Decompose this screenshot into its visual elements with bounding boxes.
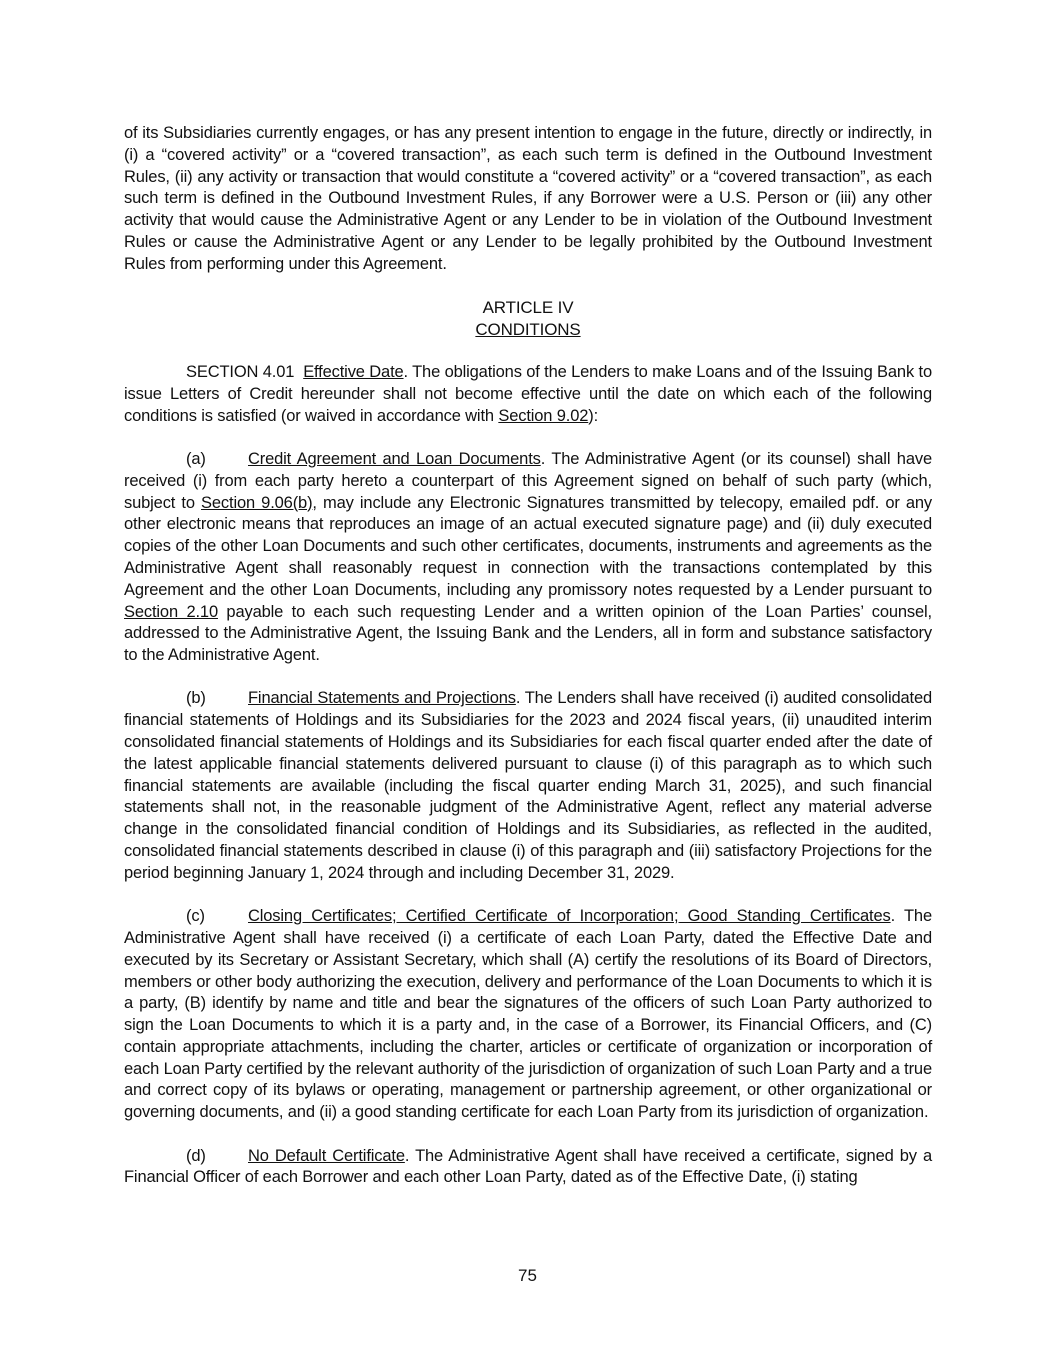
clause-a-text-2: , may include any Electronic Signatures transmitted by telecopy, emailed pdf. or any other electronic means that reproduces an image of an actual executed signature page) and (ii) duly executed copies of the other Loan Documents and such other certificates, documents, instruments and agreements as the Administrative Agent shall reasonably request in connection with the transactions contemplated by this Agreement and the other Loan Documents, including any promissory notes requested by a Lender pursuant to <box>124 493 933 599</box>
section-label: SECTION 4.01 <box>186 363 295 382</box>
article-number: ARTICLE IV <box>482 298 574 318</box>
clause-b-letter: (b) <box>186 689 206 708</box>
clause-b-text: . The Lenders shall have received (i) audited consolidated financial statements of Holdings and its Subsidiaries for the 2023 and 2024 fiscal years, (ii) unaudited interim consolidated financial statements of Holdings and its Subsidiaries for each fiscal quarter ended after the date of the latest applicable financial statements delivered pursuant to clause (i) of this paragraph as to which such financial statements are available (including the fiscal quarter ending March 31, 2025), and such financial statements shall not, in the reasonable judgment of the Administrative Agent, reflect any material adverse change in the consolidated financial condition of Holdings and its Subsidiaries, as reflected in the audited, consolidated financial statements described in clause (i) of this paragraph and (iii) satisfactory Projections for the period beginning January 1, 2024 through and including December 31, 2029. <box>124 689 932 882</box>
clause-c-text: . The Administrative Agent shall have received (i) a certificate of each Loan Party, dated the Effective Date and executed by its Secretary or Assistant Secretary, which shall (A) certify the resolutions of its Board of Directors, members or other body authorizing the execution, delivery and performance of the Loan Documents to which it is a party, (B) identify by name and title and bear the signatures of the officers of such Loan Party authorized to sign the Loan Documents to which it is a party and, in the case of a Borrower, its Financial Officers, and (C) contain appropriate attachments, including the charter, articles or certificate of organization or incorporation of each Loan Party certified by the relevant authority of the jurisdiction of organization of such Loan Party and a true and correct copy of its bylaws or operating, management or partnership agreement, or other organizational or governing documents, and (ii) a good standing certificate for each Loan Party from its jurisdiction of organization. <box>124 907 932 1122</box>
clause-a-ref-1: Section 9.06(b) <box>201 493 313 512</box>
clause-a-ref-2: Section 2.10 <box>124 602 218 621</box>
article-heading <box>124 297 932 341</box>
clause-b-title: Financial Statements and Projections <box>248 689 516 708</box>
clause-c-paragraph <box>124 906 932 1124</box>
clause-a-paragraph <box>124 449 932 667</box>
clause-c-letter: (c) <box>186 907 205 926</box>
clause-d-title: No Default Certificate <box>248 1146 405 1165</box>
clause-a-title: Credit Agreement and Loan Documents <box>248 449 541 468</box>
clause-a-text-3: payable to each such requesting Lender and a written opinion of the Loan Parties’ counsel, addressed to the Administrative Agent, the Issuing Bank and the Lenders, all in form and substance satisfactory to the Administrative Agent. <box>124 602 932 665</box>
clause-d-paragraph <box>124 1146 932 1190</box>
article-title: CONDITIONS <box>475 320 581 340</box>
page-number: 75 <box>518 1266 537 1285</box>
clause-d-text: . The Administrative Agent shall have received a certificate, signed by a Financial Officer of each Borrower and each other Loan Party, dated as of the Effective Date, (i) stating <box>124 1146 932 1187</box>
section-text-2: ): <box>588 406 599 425</box>
section-text-1: . The obligations of the Lenders to make Loans and of the Issuing Bank to issue Letters of Credit hereunder shall not become effective until the date on which each of the following conditions is satisfied (or waived in accordance with <box>124 363 932 425</box>
clause-b-paragraph <box>124 688 932 884</box>
section-title: Effective Date <box>303 363 404 382</box>
intro-paragraph: of its Subsidiaries currently engages, or has any present intention to engage in the future, directly or indirectly, in (i) a “covered activity” or a “covered transaction”, as each such term is defined in the Outbound Investment Rules, (ii) any activity or transaction that would constitute a “covered activity” or a “covered transaction”, as each such term is defined in the Outbound Investment Rules, if any Borrower were a U.S. Person or (iii) any other activity that would cause the Administrative Agent or any Lender to be in violation of the Outbound Investment Rules or cause the Administrative Agent or any Lender to be legally prohibited by the Outbound Investment Rules from performing under this Agreement. <box>124 124 932 273</box>
clause-a-letter: (a) <box>186 449 206 468</box>
clause-c-title: Closing Certificates; Certified Certificate of Incorporation; Good Standing Certificates <box>248 907 891 926</box>
page-body <box>124 123 932 1211</box>
clause-a-text-1: . The Administrative Agent (or its counsel) shall have received (i) from each party hereto a counterpart of this Agreement signed on behalf of such party (which, subject to <box>124 449 932 512</box>
clause-d-letter: (d) <box>186 1146 206 1165</box>
section-4-01-paragraph <box>124 362 932 427</box>
section-ref: Section 9.02 <box>498 406 589 425</box>
